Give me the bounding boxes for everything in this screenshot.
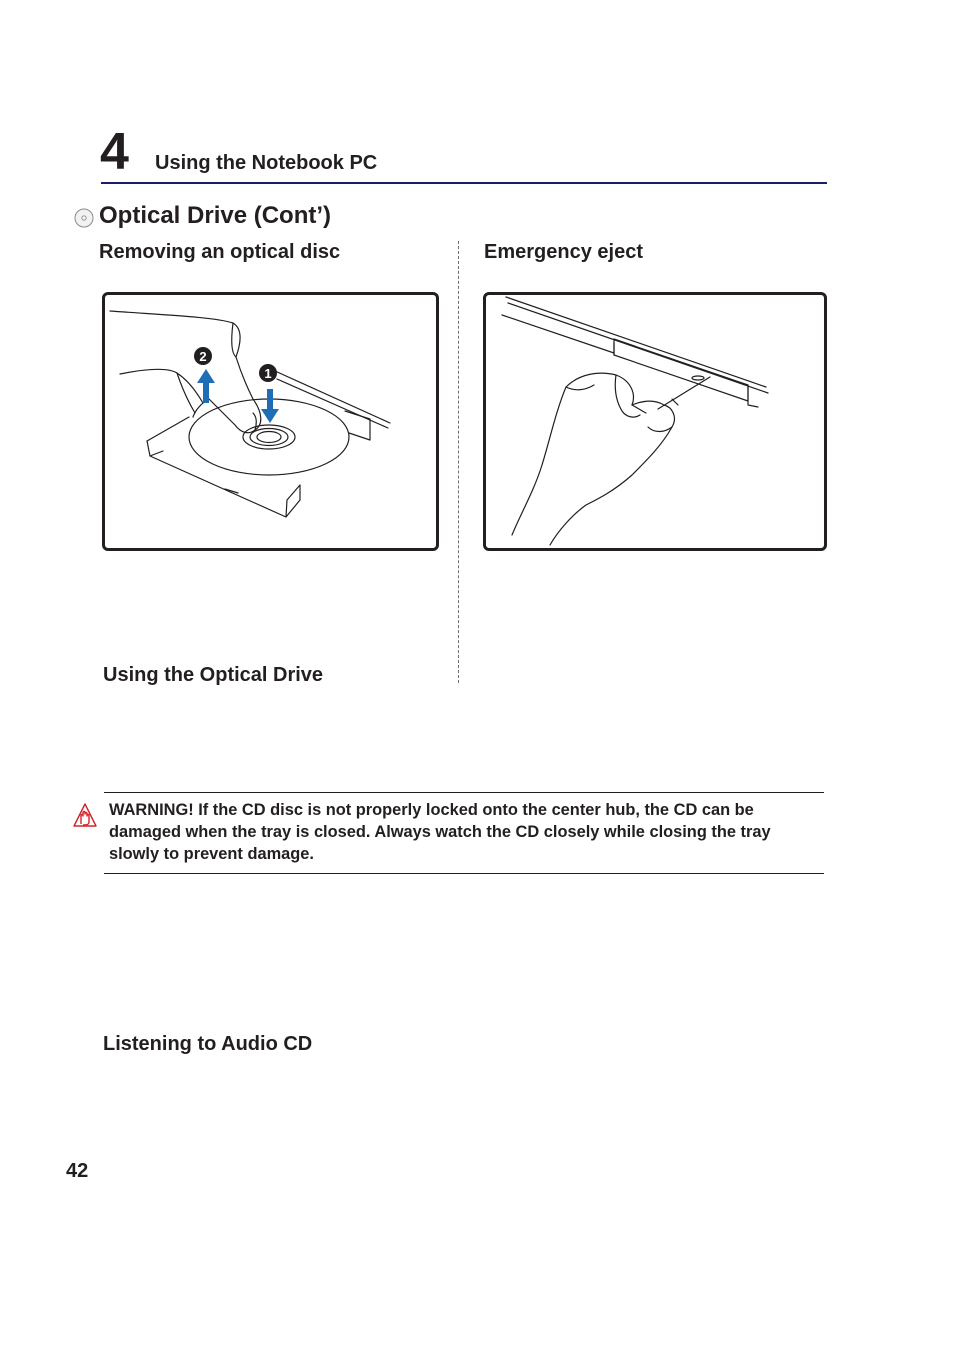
warning-text: WARNING! If the CD disc is not properly locked onto the center hub, the CD can be damaged when the tray is closed. Always watch the CD closely while closing the tray slowly to prevent damage. (109, 801, 771, 863)
removing-disc-heading: Removing an optical disc (99, 241, 341, 263)
chapter-title: Using the Notebook PC (155, 152, 378, 174)
warning-hand-icon (73, 802, 97, 830)
chapter-number: 4 (100, 123, 129, 181)
warning-bottom-rule (104, 873, 824, 874)
removing-disc-figure (102, 292, 439, 551)
step-2-badge: 2 (199, 349, 207, 364)
header-rule (101, 182, 827, 184)
emergency-eject-figure (483, 292, 827, 551)
removing-disc-illustration (105, 295, 436, 548)
listening-audio-cd-heading: Listening to Audio CD (103, 1033, 313, 1055)
column-divider (458, 241, 459, 683)
using-optical-drive-heading: Using the Optical Drive (103, 664, 324, 686)
emergency-eject-heading: Emergency eject (484, 241, 643, 263)
cd-disc-icon (74, 208, 94, 228)
warning-top-rule (104, 792, 824, 793)
step-1-badge: 1 (264, 366, 272, 381)
emergency-eject-illustration (486, 295, 824, 548)
section-title: Optical Drive (Cont’) (99, 202, 332, 229)
page-number: 42 (66, 1160, 89, 1182)
